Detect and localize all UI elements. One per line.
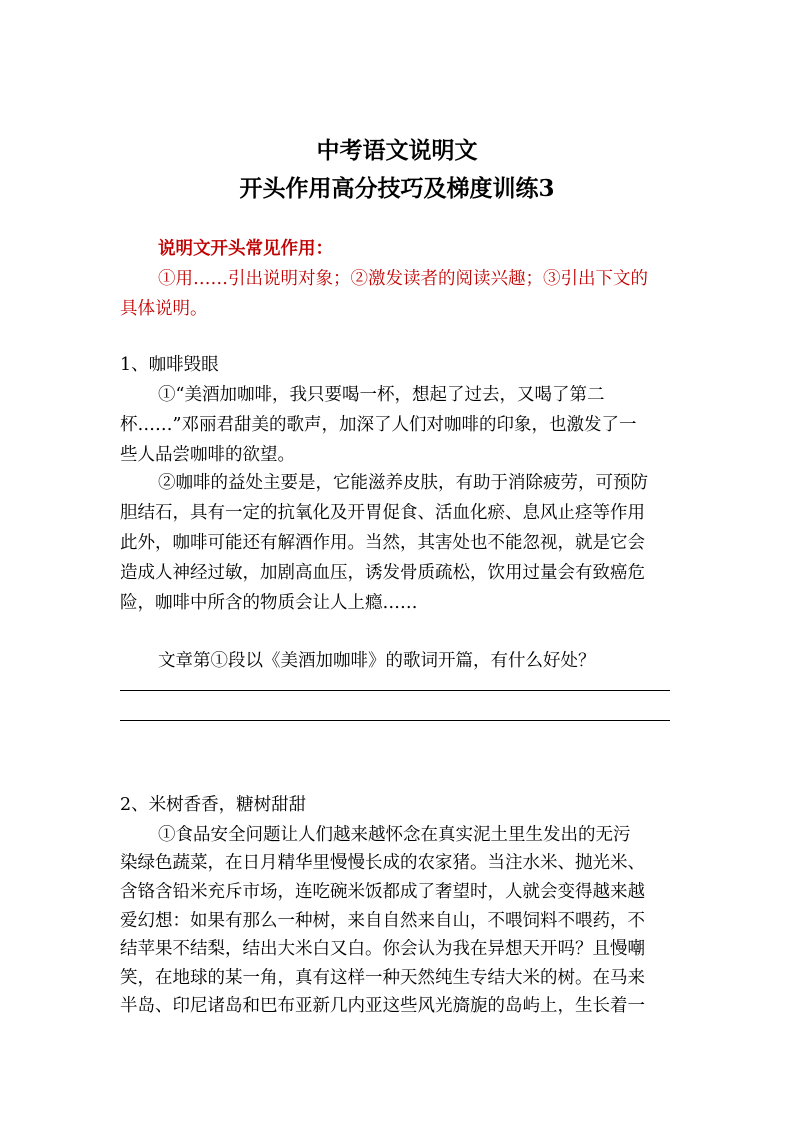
intro-line-1: ①用……引出说明对象；②激发读者的阅读兴趣；③引出下文的 (158, 269, 648, 289)
section2-para1-line: 结苹果不结梨，结出大米白又白。你会认为我在异想天开吗？且慢嘲 (120, 939, 645, 959)
answer-line (120, 720, 670, 721)
section1-para1-line: ①“美酒加咖啡，我只要喝一杯，想起了过去，又喝了第二 (158, 385, 605, 405)
section1-question: 文章第①段以《美酒加咖啡》的歌词开篇，有什么好处？ (158, 651, 596, 671)
section1-para1-line: 些人品尝咖啡的欲望。 (120, 445, 295, 465)
section2-para1-line: 半岛、印尼诸岛和巴布亚新几内亚这些风光旖旎的岛屿上，生长着一 (120, 996, 645, 1016)
section1-para2-line: 造成人神经过敏，加剧高血压，诱发骨质疏松，饮用过量会有致癌危 (120, 563, 645, 583)
section1-para2-line: 险，咖啡中所含的物质会让人上瘾…… (120, 593, 418, 613)
section1-para2-line: 此外，咖啡可能还有解酒作用。当然，其害处也不能忽视，就是它会 (120, 533, 645, 553)
section1-para2-line: ②咖啡的益处主要是，它能滋养皮肤，有助于消除疲劳，可预防 (158, 473, 648, 493)
section2-para1-line: 爱幻想：如果有那么一种树，来自自然来自山，不喂饲料不喂药，不 (120, 911, 645, 931)
title-line-2: 开头作用高分技巧及梯度训练3 (239, 175, 555, 202)
intro-line-2: 具体说明。 (120, 299, 208, 319)
section2-para1-line: ①食品安全问题让人们越来越怀念在真实泥土里生发出的无污 (158, 825, 631, 845)
section2-heading: 2、米树香香，糖树甜甜 (120, 795, 307, 815)
title-line-1: 中考语文说明文 (316, 137, 478, 164)
section1-para1-line: 杯……”邓丽君甜美的歌声，加深了人们对咖啡的印象，也激发了一 (120, 415, 637, 435)
section2-para1-line: 染绿色蔬菜，在日月精华里慢慢长成的农家猪。当注水米、抛光米、 (120, 853, 645, 873)
section1-para2-line: 胆结石，具有一定的抗氧化及开胃促食、活血化瘀、息风止痉等作用 (120, 503, 645, 523)
intro-heading: 说明文开头常见作用： (158, 239, 333, 259)
section1-heading: 1、咖啡毁眼 (120, 355, 219, 375)
section2-para1-line: 笑，在地球的某一角，真有这样一种天然纯生专结大米的树。在马来 (120, 968, 645, 988)
section2-para1-line: 含铬含铅米充斥市场，连吃碗米饭都成了奢望时，人就会变得越来越 (120, 882, 645, 902)
answer-line (120, 690, 670, 691)
